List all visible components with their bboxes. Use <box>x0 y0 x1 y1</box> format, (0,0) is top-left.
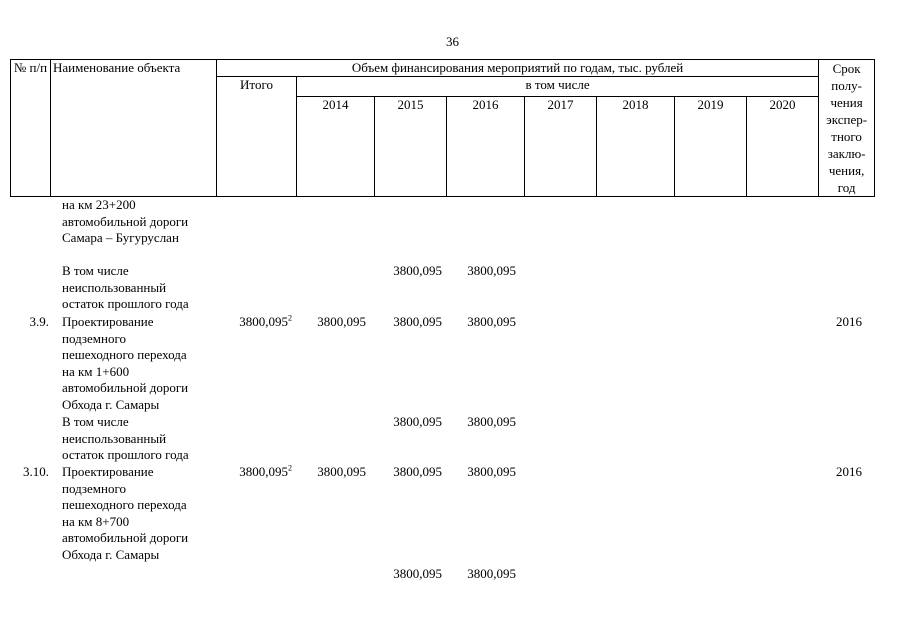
row-3-9-total: 3800,095$^2$ <box>239 313 292 329</box>
header-year-2014: 2014 <box>297 97 375 197</box>
continuation-sub-label: В том числе неиспользованный остаток прошлого года <box>62 263 189 311</box>
row-3-10-2014: 3800,095 <box>317 464 366 479</box>
row-3-9-sub-label: В том числе неиспользованный остаток прошлого года <box>62 414 189 462</box>
header-srok: Срок полу-чения экспер-тного заклю-чения, год <box>819 60 875 197</box>
header-year-2019: 2019 <box>675 97 747 197</box>
continuation-name: на км 23+200 автомобильной дороги Самара – Бугуруслан <box>62 197 189 245</box>
header-table <box>10 59 875 197</box>
row-3-10-sub-2016: 3800,095 <box>467 566 516 581</box>
row-3-10-name: Проектирование подземного пешеходного перехода на км 8+700 автомобильной дороги Обхода г. Самары <box>62 464 189 562</box>
header-year-2018: 2018 <box>597 97 675 197</box>
row-3-10-total: 3800,095$^2$ <box>239 463 292 479</box>
header-year-2015: 2015 <box>375 97 447 197</box>
row-3-10-num: 3.10. <box>23 464 49 479</box>
row-3-10-srok: 2016 <box>836 464 862 479</box>
continuation-sub-2015: 3800,095 <box>393 263 442 278</box>
row-3-9-name: Проектирование подземного пешеходного перехода на км 1+600 автомобильной дороги Обхода г. Самары <box>62 314 189 412</box>
row-3-9-srok: 2016 <box>836 314 862 329</box>
header-total: Итого <box>217 77 297 197</box>
header-volume: Объем финансирования мероприятий по годам, тыс. рублей <box>217 60 819 77</box>
row-3-9-sub-2015: 3800,095 <box>393 414 442 429</box>
row-3-10-2016: 3800,095 <box>467 464 516 479</box>
row-3-9-2015: 3800,095 <box>393 314 442 329</box>
row-3-9-sub-2016: 3800,095 <box>467 414 516 429</box>
header-num: № п/п <box>11 60 51 197</box>
header-name: Наименование объекта <box>51 60 217 197</box>
header-year-2017: 2017 <box>525 97 597 197</box>
header-year-2020: 2020 <box>747 97 819 197</box>
row-3-9-2014: 3800,095 <box>317 314 366 329</box>
row-3-10-2015: 3800,095 <box>393 464 442 479</box>
continuation-sub-2016: 3800,095 <box>467 263 516 278</box>
header-including: в том числе <box>297 77 819 97</box>
header-year-2016: 2016 <box>447 97 525 197</box>
row-3-9-2016: 3800,095 <box>467 314 516 329</box>
row-3-10-sub-2015: 3800,095 <box>393 566 442 581</box>
row-3-9-num: 3.9. <box>29 314 49 329</box>
page-number: 36 <box>446 34 459 49</box>
